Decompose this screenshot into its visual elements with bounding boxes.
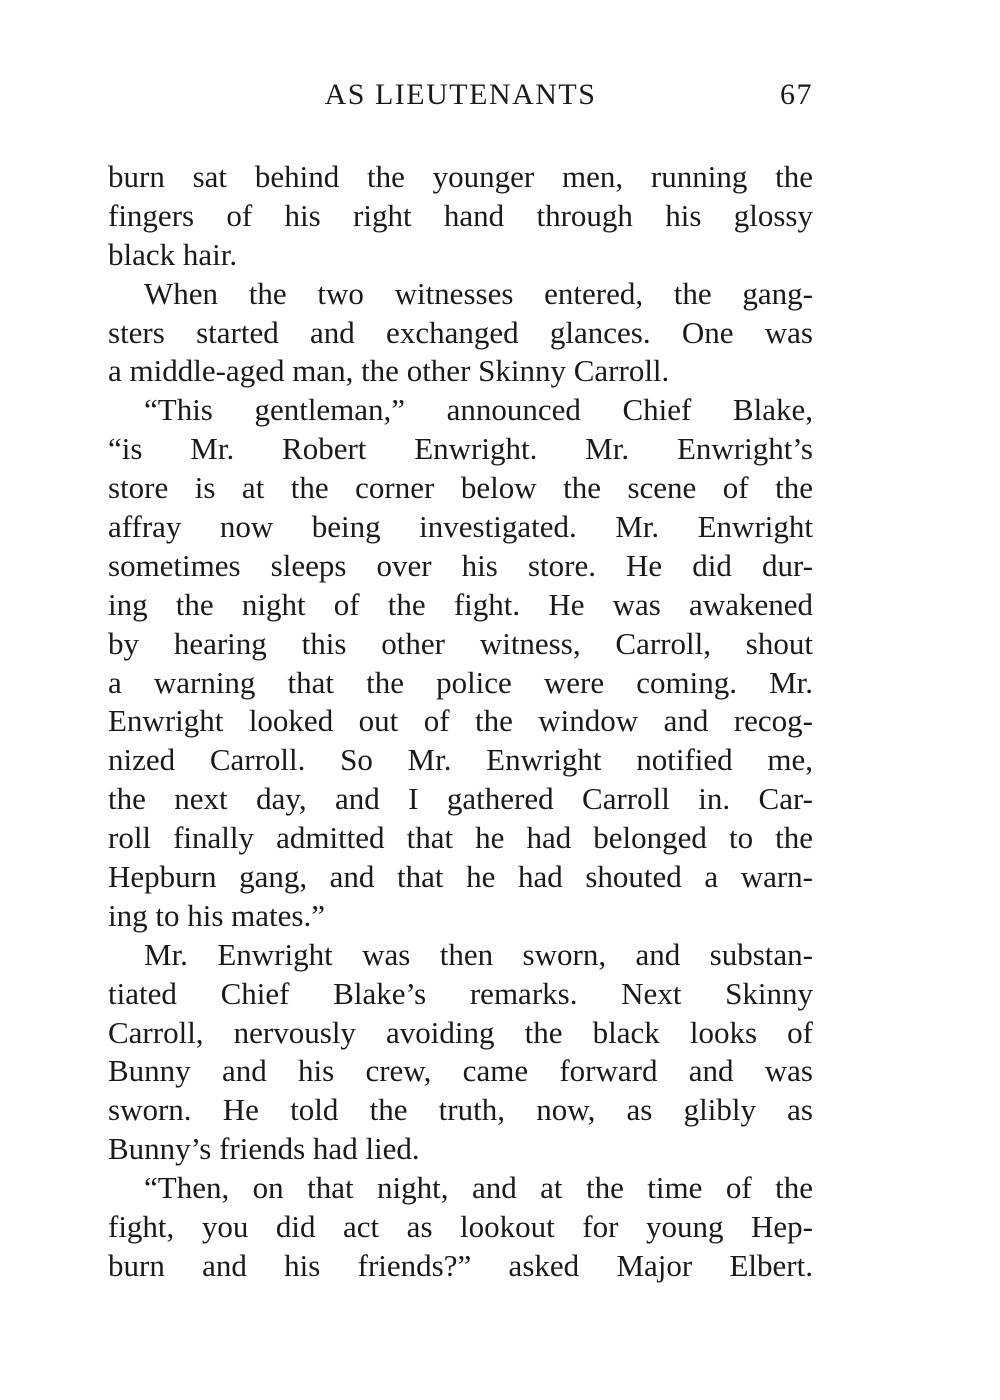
text-line: Bunny’s friends had lied. bbox=[108, 1131, 420, 1167]
text-line: nized Carroll. So Mr. Enwright notified me, bbox=[108, 742, 813, 778]
text-line: tiated Chief Blake’s remarks. Next Skinny bbox=[108, 975, 813, 1011]
text-line: a middle-aged man, the other Skinny Carroll. bbox=[108, 353, 670, 389]
text-line: a warning that the police were coming. Mr. bbox=[108, 664, 813, 700]
text-line: by hearing this other witness, Carroll, shout bbox=[108, 625, 813, 661]
text-line: sometimes sleeps over his store. He did dur- bbox=[108, 547, 813, 583]
text-line: black hair. bbox=[108, 236, 238, 272]
text-line: When the two witnesses entered, the gang- bbox=[144, 275, 813, 311]
text-line: sworn. He told the truth, now, as glibly as bbox=[108, 1092, 813, 1128]
running-head bbox=[108, 78, 813, 122]
text-line: Carroll, nervously avoiding the black looks of bbox=[108, 1014, 813, 1050]
text-line: store is at the corner below the scene of the bbox=[108, 470, 813, 506]
text-line: affray now being investigated. Mr. Enwright bbox=[108, 509, 813, 545]
text-line: burn sat behind the younger men, running the bbox=[108, 159, 813, 194]
text-line: the next day, and I gathered Carroll in. Car- bbox=[108, 781, 813, 817]
text-line: “Then, on that night, and at the time of the bbox=[144, 1170, 813, 1206]
text-line: “is Mr. Robert Enwright. Mr. Enwright’s bbox=[108, 431, 813, 467]
text-line: Hepburn gang, and that he had shouted a warn- bbox=[108, 859, 813, 895]
text-line: sters started and exchanged glances. One was bbox=[108, 314, 813, 350]
running-title: AS LIEUTENANTS bbox=[324, 78, 597, 111]
text-line: ing the night of the fight. He was awakened bbox=[108, 586, 813, 622]
text-line: fingers of his right hand through his glossy bbox=[108, 197, 813, 233]
text-line: burn and his friends?” asked Major Elbert. bbox=[108, 1247, 813, 1283]
text-line: “This gentleman,” announced Chief Blake, bbox=[144, 392, 813, 428]
text-line: Enwright looked out of the window and recog- bbox=[108, 703, 813, 739]
text-line: fight, you did act as lookout for young Hep- bbox=[108, 1209, 813, 1245]
text-line: roll finally admitted that he had belonged to the bbox=[108, 820, 813, 856]
page-number: 67 bbox=[780, 78, 813, 111]
text-line: Mr. Enwright was then sworn, and substan- bbox=[144, 936, 813, 972]
text-line: ing to his mates.” bbox=[108, 897, 325, 933]
text-line: Bunny and his crew, came forward and was bbox=[108, 1053, 813, 1089]
body-text bbox=[108, 158, 813, 1286]
